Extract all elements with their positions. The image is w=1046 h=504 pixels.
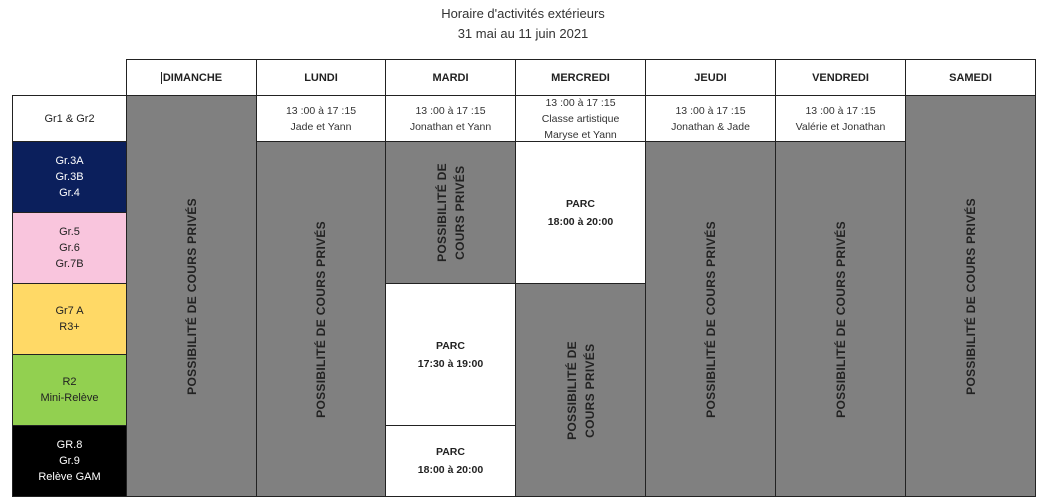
text-cursor <box>161 72 162 84</box>
mardi-parc-1: PARC 17:30 à 19:00 <box>385 283 516 426</box>
mercredi-slot: 13 :00 à 17 :15 Classe artistique Maryse et Yann <box>515 95 646 142</box>
lundi-private-lessons: POSSIBILITÉ DE COURS PRIVÉS <box>256 141 386 497</box>
mercredi-private-lessons: POSSIBILITÉ DE COURS PRIVÉS <box>515 283 646 497</box>
header-mercredi: MERCREDI <box>515 59 646 96</box>
jeudi-private-lessons: POSSIBILITÉ DE COURS PRIVÉS <box>645 141 776 497</box>
vendredi-slot: 13 :00 à 17 :15 Valérie et Jonathan <box>775 95 906 142</box>
group-gr8-releve-gam: GR.8 Gr.9 Relève GAM <box>12 425 127 497</box>
lundi-slot: 13 :00 à 17 :15 Jade et Yann <box>256 95 386 142</box>
schedule-title: Horaire d'activités extérieurs <box>441 6 605 21</box>
mardi-parc-2: PARC 18:00 à 20:00 <box>385 425 516 497</box>
group-gr7a-r3: Gr7 A R3+ <box>12 283 127 355</box>
samedi-private-lessons: POSSIBILITÉ DE COURS PRIVÉS <box>905 95 1036 497</box>
group-gr3-gr4: Gr.3A Gr.3B Gr.4 <box>12 141 127 213</box>
vendredi-private-lessons: POSSIBILITÉ DE COURS PRIVÉS <box>775 141 906 497</box>
header-lundi: LUNDI <box>256 59 386 96</box>
group-gr5-gr7b: Gr.5 Gr.6 Gr.7B <box>12 212 127 284</box>
header-dimanche: DIMANCHE <box>126 59 257 96</box>
mercredi-parc: PARC 18:00 à 20:00 <box>515 141 646 284</box>
mardi-private-lessons: POSSIBILITÉ DE COURS PRIVÉS <box>385 141 516 284</box>
mardi-slot: 13 :00 à 17 :15 Jonathan et Yann <box>385 95 516 142</box>
schedule-subtitle: 31 mai au 11 juin 2021 <box>457 26 589 41</box>
header-mardi: MARDI <box>385 59 516 96</box>
jeudi-slot: 13 :00 à 17 :15 Jonathan & Jade <box>645 95 776 142</box>
group-gr1-gr2: Gr1 & Gr2 <box>12 95 127 142</box>
header-jeudi: JEUDI <box>645 59 776 96</box>
dimanche-private-lessons: POSSIBILITÉ DE COURS PRIVÉS <box>126 95 257 497</box>
header-vendredi: VENDREDI <box>775 59 906 96</box>
header-samedi: SAMEDI <box>905 59 1036 96</box>
group-r2-mini-releve: R2 Mini-Relève <box>12 354 127 426</box>
